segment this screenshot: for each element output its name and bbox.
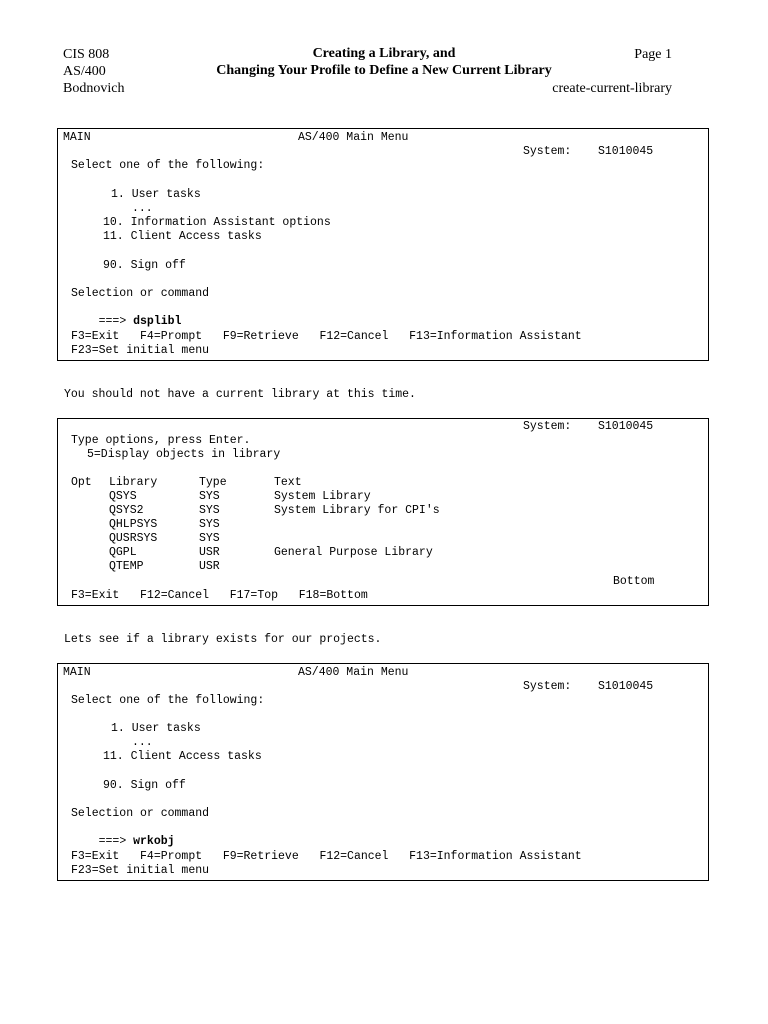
menu-option-ellipsis: ... bbox=[132, 736, 153, 749]
library-name: QGPL bbox=[109, 546, 137, 559]
library-type: USR bbox=[199, 546, 220, 559]
note-no-current-library: You should not have a current library at this time. bbox=[64, 388, 416, 401]
system-label: System: bbox=[523, 680, 572, 693]
terminal-screen-library-list bbox=[57, 418, 709, 606]
screen-title: AS/400 Main Menu bbox=[298, 666, 409, 679]
column-type: Type bbox=[199, 476, 227, 489]
menu-option-sign-off[interactable]: 90. Sign off bbox=[103, 259, 186, 272]
menu-option-user-tasks[interactable]: 1. User tasks bbox=[111, 188, 201, 201]
note-check-library: Lets see if a library exists for our projects. bbox=[64, 633, 382, 646]
library-type: SYS bbox=[199, 532, 220, 545]
command-input[interactable]: dsplibl bbox=[133, 315, 182, 329]
library-name: QHLPSYS bbox=[109, 518, 158, 531]
menu-option-user-tasks[interactable]: 1. User tasks bbox=[111, 722, 201, 735]
library-type: SYS bbox=[199, 504, 220, 517]
library-text: System Library for CPI's bbox=[274, 504, 440, 517]
library-type: SYS bbox=[199, 490, 220, 503]
function-keys-line1[interactable]: F3=Exit F4=Prompt F9=Retrieve F12=Cancel F13=Information Assistant bbox=[71, 330, 582, 343]
library-text: System Library bbox=[274, 490, 371, 503]
library-type: USR bbox=[199, 560, 220, 573]
function-keys-line1[interactable]: F3=Exit F4=Prompt F9=Retrieve F12=Cancel F13=Information Assistant bbox=[71, 850, 582, 863]
library-type: SYS bbox=[199, 518, 220, 531]
menu-option-ellipsis: ... bbox=[132, 202, 153, 215]
select-prompt: Select one of the following: bbox=[71, 694, 265, 707]
author-name: Bodnovich bbox=[63, 81, 125, 96]
command-label: Selection or command bbox=[71, 807, 210, 820]
table-row[interactable] bbox=[58, 504, 708, 518]
menu-id: MAIN bbox=[63, 666, 91, 679]
library-name: QSYS2 bbox=[109, 504, 144, 517]
table-row[interactable] bbox=[58, 518, 708, 532]
screen-title: AS/400 Main Menu bbox=[298, 131, 409, 144]
option-hint: 5=Display objects in library bbox=[87, 448, 281, 461]
library-name: QTEMP bbox=[109, 560, 144, 573]
doc-title-line2: Changing Your Profile to Define a New Current Library bbox=[216, 63, 552, 78]
library-text: General Purpose Library bbox=[274, 546, 433, 559]
system-value: S1010045 bbox=[598, 420, 654, 433]
list-position-indicator: Bottom bbox=[613, 575, 655, 588]
instruction-text: Type options, press Enter. bbox=[71, 434, 251, 447]
table-row[interactable] bbox=[58, 490, 708, 504]
library-name: QUSRSYS bbox=[109, 532, 158, 545]
column-opt: Opt bbox=[71, 476, 92, 489]
menu-option-info-assistant[interactable]: 10. Information Assistant options bbox=[103, 216, 331, 229]
system-label: System: bbox=[523, 420, 572, 433]
command-arrow: ===> bbox=[98, 835, 127, 849]
system-value: S1010045 bbox=[598, 680, 654, 693]
menu-id: MAIN bbox=[63, 131, 91, 144]
terminal-screen-main-menu-1 bbox=[57, 128, 709, 361]
function-keys[interactable]: F3=Exit F12=Cancel F17=Top F18=Bottom bbox=[71, 589, 368, 602]
page-number: Page 1 bbox=[634, 47, 672, 62]
terminal-screen-main-menu-2 bbox=[57, 663, 709, 881]
column-text: Text bbox=[274, 476, 302, 489]
doc-title-line1: Creating a Library, and bbox=[312, 46, 456, 61]
course-code: CIS 808 bbox=[63, 47, 110, 62]
column-library: Library bbox=[109, 476, 158, 489]
table-row[interactable] bbox=[58, 560, 708, 574]
table-row[interactable] bbox=[58, 546, 708, 560]
system-label: System: bbox=[523, 145, 572, 158]
command-label: Selection or command bbox=[71, 287, 210, 300]
command-arrow: ===> bbox=[98, 315, 127, 329]
course-system: AS/400 bbox=[63, 64, 106, 79]
function-keys-line2[interactable]: F23=Set initial menu bbox=[71, 344, 210, 357]
function-keys-line2[interactable]: F23=Set initial menu bbox=[71, 864, 210, 877]
select-prompt: Select one of the following: bbox=[71, 159, 265, 172]
menu-option-client-access[interactable]: 11. Client Access tasks bbox=[103, 750, 262, 763]
command-input[interactable]: wrkobj bbox=[133, 835, 175, 849]
library-table-header bbox=[58, 476, 708, 490]
library-name: QSYS bbox=[109, 490, 137, 503]
table-row[interactable] bbox=[58, 532, 708, 546]
system-value: S1010045 bbox=[598, 145, 654, 158]
menu-option-sign-off[interactable]: 90. Sign off bbox=[103, 779, 186, 792]
doc-file-name: create-current-library bbox=[552, 81, 672, 96]
menu-option-client-access[interactable]: 11. Client Access tasks bbox=[103, 230, 262, 243]
